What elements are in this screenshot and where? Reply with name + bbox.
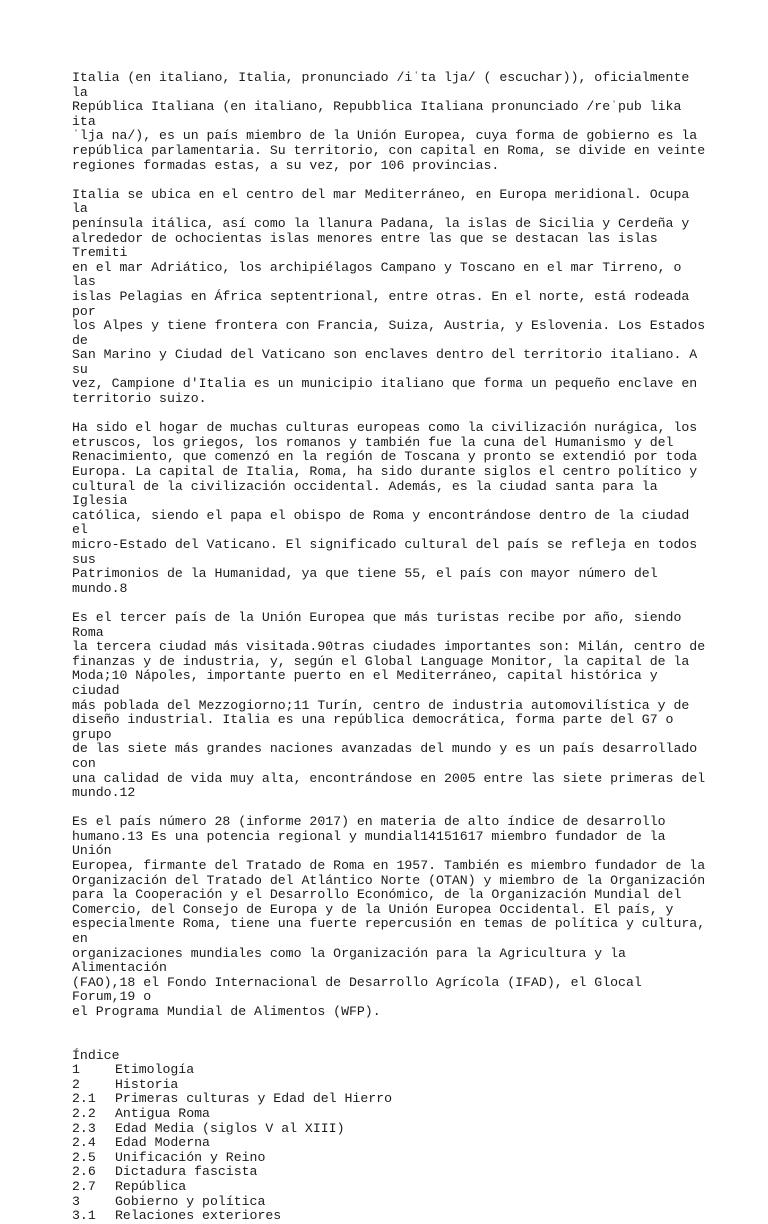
toc-item[interactable]: [72, 1165, 712, 1180]
toc-item-label: Etimología: [115, 1062, 195, 1078]
toc-item-number: 2.5: [72, 1149, 96, 1165]
paragraph-international: Es el país número 28 (informe 2017) en materia de alto índice de desarrollo humano.13 Es una potencia regional y mundial14151617 miembro fundador de la Unión Europea, firmante del Tratado de Roma en 1957. También es miembro fundador de la Organización del Tratado del Atlántico Norte (OTAN) y miembro de la Organización para la Cooperación y el Desarrollo Económico, de la Organización Mundial del Comercio, del Consejo de Europa y de la Unión Europea Occidental. El país, y especialmente Roma, tiene una fuerte repercusión en temas de política y cultura, en organizaciones mundiales como la Organización para la Agricultura y la Alimentación (FAO),18 el Fondo Internacional de Desarrollo Agrícola (IFAD), el Glocal Forum,19 o el Programa Mundial de Alimentos (WFP).: [72, 814, 706, 1019]
toc-item-label: Historia: [115, 1076, 179, 1092]
toc-item-number: 3: [72, 1193, 80, 1209]
table-of-contents: [72, 1049, 712, 1224]
toc-item-label: Edad Moderna: [115, 1135, 210, 1151]
toc-item[interactable]: [72, 1107, 712, 1122]
toc-item-label: Edad Media (siglos V al XIII): [115, 1120, 345, 1136]
paragraph-geography: Italia se ubica en el centro del mar Mediterráneo, en Europa meridional. Ocupa la península itálica, así como la llanura Padana, la islas de Sicilia y Cerdeña y alrededor de ochocientas islas menores entre las que se destacan las islas Tremiti en el mar Adriático, los archipiélagos Campano y Toscano en el mar Tirreno, o las islas Pelagias en África septentrional, entre otras. En el norte, está rodeada por los Alpes y tiene frontera con Francia, Suiza, Austria, y Eslovenia. Los Estados de San Marino y Ciudad del Vaticano son enclaves dentro del territorio italiano. A su vez, Campione d'Italia es un municipio italiano que forma un pequeño enclave en territorio suizo.: [72, 186, 706, 407]
toc-item[interactable]: [72, 1122, 712, 1137]
toc-item-number: 2.3: [72, 1120, 96, 1136]
toc-item-label: Gobierno y política: [115, 1193, 266, 1209]
toc-item-number: 2.1: [72, 1091, 96, 1107]
toc-item[interactable]: [72, 1151, 712, 1166]
toc-list: [72, 1063, 712, 1224]
toc-item-number: 2.7: [72, 1178, 96, 1194]
toc-item[interactable]: [72, 1092, 712, 1107]
toc-item[interactable]: [72, 1195, 712, 1210]
toc-item[interactable]: [72, 1180, 712, 1195]
toc-item-label: República: [115, 1178, 187, 1194]
toc-title: Índice: [72, 1047, 120, 1063]
toc-item-number: 3.1: [72, 1208, 96, 1224]
toc-item-label: Unificación y Reino: [115, 1149, 266, 1165]
paragraph-intro: Italia (en italiano, Italia, pronunciado /iˈta lja/ ( escuchar)), oficialmente la República Italiana (en italiano, Repubblica Italiana pronunciado /reˈpub lika ita ˈlja na/), es un país miembro de la Unión Europea, cuya forma de gobierno es la república parlamentaria. Su territorio, con capital en Roma, se divide en veinte regiones formadas estas, a su vez, por 106 provincias.: [72, 70, 706, 173]
paragraph-tourism: Es el tercer país de la Unión Europea que más turistas recibe por año, siendo Roma la tercera ciudad más visitada.90tras ciudades importantes son: Milán, centro de finanzas y de industria, y, según el Global Language Monitor, la capital de la Moda;10 Nápoles, importante puerto en el Mediterráneo, capital histórica y ciudad más poblada del Mezzogiorno;11 Turín, centro de industria automovilística y de diseño industrial. Italia es una república democrática, forma parte del G7 o grupo de las siete más grandes naciones avanzadas del mundo y es un país desarrollado con una calidad de vida muy alta, encontrándose en 2005 entre las siete primeras del mundo.12: [72, 609, 706, 801]
toc-item-label: Primeras culturas y Edad del Hierro: [115, 1091, 392, 1107]
document-page: [72, 71, 712, 1224]
toc-item-number: 1: [72, 1062, 80, 1078]
toc-item-number: 2.6: [72, 1164, 96, 1180]
toc-item[interactable]: [72, 1136, 712, 1151]
toc-item-label: Relaciones exteriores: [115, 1208, 282, 1224]
toc-item-number: 2: [72, 1076, 80, 1092]
toc-item[interactable]: [72, 1209, 712, 1224]
toc-item-label: Antigua Roma: [115, 1105, 210, 1121]
toc-item[interactable]: [72, 1063, 712, 1078]
toc-item-number: 2.2: [72, 1105, 96, 1121]
toc-item[interactable]: [72, 1078, 712, 1093]
toc-item-number: 2.4: [72, 1135, 96, 1151]
toc-item-label: Dictadura fascista: [115, 1164, 258, 1180]
paragraph-history: Ha sido el hogar de muchas culturas europeas como la civilización nurágica, los etruscos, los griegos, los romanos y también fue la cuna del Humanismo y del Renacimiento, que comenzó en la región de Toscana y pronto se extendió por toda Europa. La capital de Italia, Roma, ha sido durante siglos el centro político y cultural de la civilización occidental. Además, es la ciudad santa para la Iglesia católica, siendo el papa el obispo de Roma y encontrándose dentro de la ciudad el micro-Estado del Vaticano. El significado cultural del país se refleja en todos sus Patrimonios de la Humanidad, ya que tiene 55, el país con mayor número del mundo.8: [72, 420, 698, 596]
